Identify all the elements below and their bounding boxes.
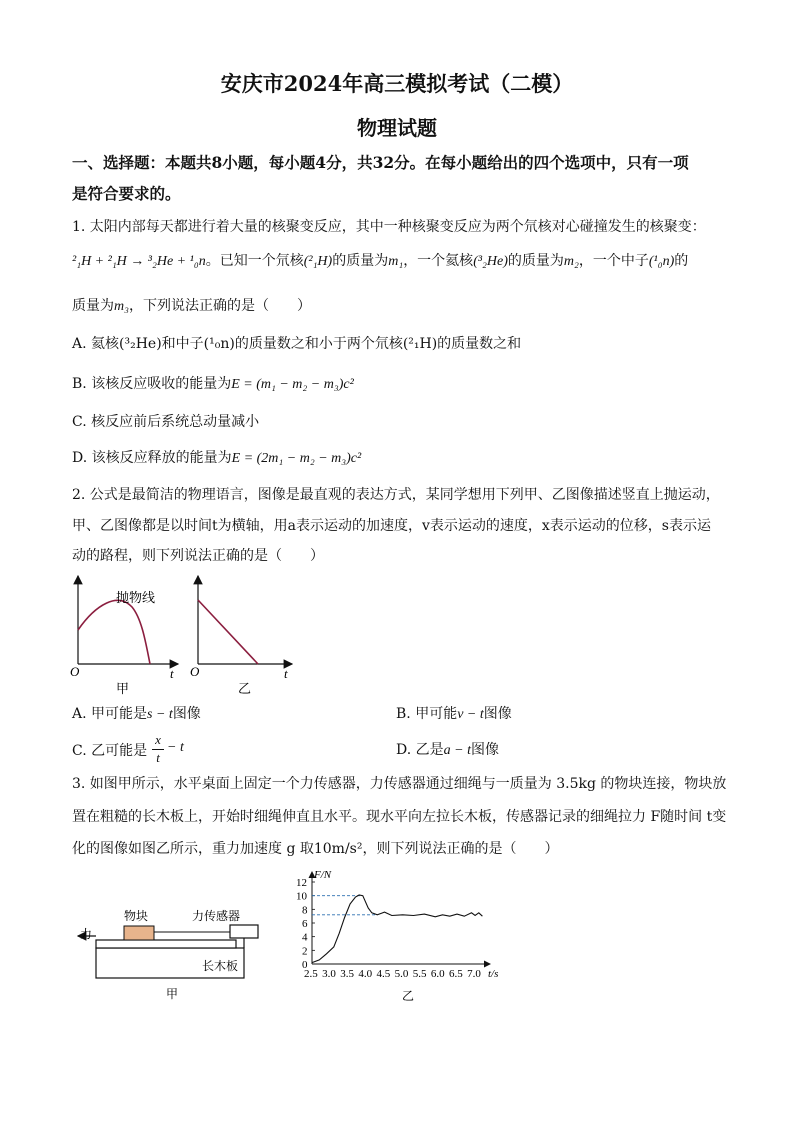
- parabola-curve: [78, 600, 150, 664]
- graph-yi: [186, 572, 296, 697]
- y-tick-label: 6: [302, 918, 308, 930]
- x-tick-label: 3.0: [322, 968, 336, 980]
- graph-jia: [66, 572, 186, 697]
- y-tick-label: 10: [296, 890, 307, 903]
- x-tick-label: 4.0: [358, 968, 373, 980]
- y-tick-label: 12: [296, 877, 307, 889]
- q1-neutron: (¹₀n): [648, 254, 675, 269]
- page-title: 安庆市2024年高三模拟考试（二模）: [220, 71, 574, 96]
- section-heading-line2: 是符合要求的。: [72, 184, 181, 203]
- q1-option-d-formula: E = (2m₁ − m₂ − m₃)c²: [231, 451, 362, 466]
- q1-m2: m₂: [563, 254, 579, 269]
- y-tick-label: 0: [302, 959, 308, 971]
- q1-stem-line1: 1. 太阳内部每天都进行着大量的核聚变反应，其中一种核聚变反应为两个氘核对心碰撞发生的核聚变：: [72, 219, 706, 235]
- y-tick-label: 2: [302, 945, 308, 958]
- q2-option-b-math: v − t: [457, 707, 484, 722]
- q1-option-d-text: D. 该核反应释放的能量为: [72, 450, 232, 466]
- q1-text: 。已知一个氘核: [205, 253, 304, 269]
- graph-caption: 甲: [116, 681, 130, 696]
- curve-label: 抛物线: [116, 590, 156, 605]
- chart-caption: 乙: [402, 989, 415, 1003]
- x-tick-label: 2.5: [304, 968, 318, 980]
- figure-caption: 甲: [166, 987, 179, 1001]
- y-tick-label: 8: [302, 904, 308, 917]
- q3-stem-line1: 3. 如图甲所示，水平桌面上固定一个力传感器，力传感器通过细绳与一质量为 3.5kg 的物块连接，物块放: [72, 776, 727, 792]
- tick-labels: [296, 877, 498, 980]
- origin-label: O: [70, 664, 80, 679]
- q1-text: ，一个氦核: [403, 253, 474, 269]
- q3-stem-line2: 置在粗糙的长木板上，开始时细绳伸直且水平。现水平向左拉长木板，传感器记录的细绳拉力 F随时间 t变: [72, 809, 727, 825]
- q2-option-b: [396, 703, 512, 723]
- y-axis-label: F/N: [314, 869, 332, 881]
- x-tick-label: 7.0: [467, 968, 481, 980]
- q1-helium: (³₂He): [473, 254, 508, 269]
- q1-text: 的: [674, 253, 689, 269]
- q1-option-b: [72, 373, 354, 393]
- axis-label: t: [284, 666, 288, 681]
- q1-text: 的质量为: [507, 253, 564, 269]
- x-tick-label: 3.5: [340, 968, 354, 980]
- q2-option-c-denominator: t: [156, 750, 160, 765]
- x-tick-label: 5.5: [412, 968, 427, 980]
- q1-option-a: A. 氦核(³₂He)和中子(¹₀n)的质量数之和小于两个氘核(²₁H)的质量数之和: [72, 336, 522, 352]
- q2-option-a: [72, 703, 201, 723]
- x-tick-label: 6.5: [449, 968, 463, 980]
- x-tick-label: 5.0: [394, 968, 409, 980]
- section-heading-line1: 一、选择题：本题共8小题，每小题4分，共32分。在每小题给出的四个选项中，只有一项: [72, 153, 689, 172]
- q1-equation: ²₁H + ²₁H → ³₂He + ¹₀n: [72, 254, 206, 269]
- q1-text: ，一个中子: [578, 253, 649, 269]
- q1-stem-line2: [72, 250, 688, 270]
- x-tick-label: 6.0: [430, 968, 445, 980]
- q1-m1: m₁: [388, 254, 404, 269]
- q1-option-c: C. 核反应前后系统总动量减小: [72, 414, 260, 430]
- axis-label: t: [170, 666, 174, 681]
- long-board: [96, 940, 236, 948]
- q1-option-b-text: B. 该核反应吸收的能量为: [72, 376, 232, 392]
- block-label: 物块: [124, 909, 149, 923]
- q2-option-d-math: a − t: [443, 743, 471, 758]
- q2-option-d-text: D. 乙是: [396, 742, 444, 758]
- y-tick-label: 4: [302, 931, 308, 944]
- apparatus-figure: [74, 898, 274, 1006]
- q2-option-b-text: B. 甲可能: [396, 706, 458, 722]
- force-label: 力: [80, 927, 93, 941]
- q1-deuteron: (²₁H): [303, 254, 333, 269]
- x-axis-label: t/s: [488, 968, 499, 980]
- block: [124, 926, 154, 940]
- graph-caption: 乙: [238, 681, 252, 696]
- q2-option-c-numerator: x: [155, 732, 161, 747]
- q1-m3: m₃: [114, 299, 129, 314]
- origin-label: O: [190, 664, 200, 679]
- q2-option-a-math: s − t: [147, 707, 173, 722]
- q1-text: 的质量为: [332, 253, 389, 269]
- x-tick-label: 4.5: [376, 968, 391, 980]
- q2-option-c-text: C. 乙可能是: [72, 743, 148, 759]
- q1-text: ，下列说法正确的是（ ）: [128, 298, 311, 314]
- q2-option-b-end: 图像: [483, 706, 512, 722]
- board-label: 长木板: [202, 959, 239, 973]
- force-sensor: [230, 925, 258, 938]
- q1-option-b-formula: E = (m₁ − m₂ − m₃)c²: [231, 377, 354, 392]
- q2-stem-line3: 动的路程，则下列说法正确的是（ ）: [72, 548, 324, 564]
- straight-line: [198, 600, 258, 664]
- q2-option-d-end: 图像: [470, 742, 499, 758]
- q1-stem-line3: [72, 295, 311, 315]
- q1-text: 质量为: [72, 298, 114, 314]
- subject-title: 物理试题: [357, 116, 437, 140]
- q2-option-a-end: 图像: [172, 706, 201, 722]
- q2-option-a-text: A. 甲可能是: [72, 706, 148, 722]
- sensor-label: 力传感器: [192, 909, 241, 923]
- q2-option-c-tail: − t: [167, 740, 184, 755]
- force-curve: [312, 895, 482, 963]
- force-time-chart: [290, 866, 520, 1006]
- q3-stem-line3: 化的图像如图乙所示，重力加速度 g 取10m/s²，则下列说法正确的是（ ）: [72, 841, 559, 857]
- q2-stem-line1: 2. 公式是最简洁的物理语言，图像是最直观的表达方式，某同学想用下列甲、乙图像描述竖直上抛运动，: [72, 487, 720, 503]
- q2-stem-line2: 甲、乙图像都是以时间t为横轴，用a表示运动的加速度，v表示运动的速度，x表示运动的位移，s表示运: [72, 518, 711, 534]
- q2-option-d: [396, 739, 499, 759]
- q1-option-d: [72, 447, 361, 467]
